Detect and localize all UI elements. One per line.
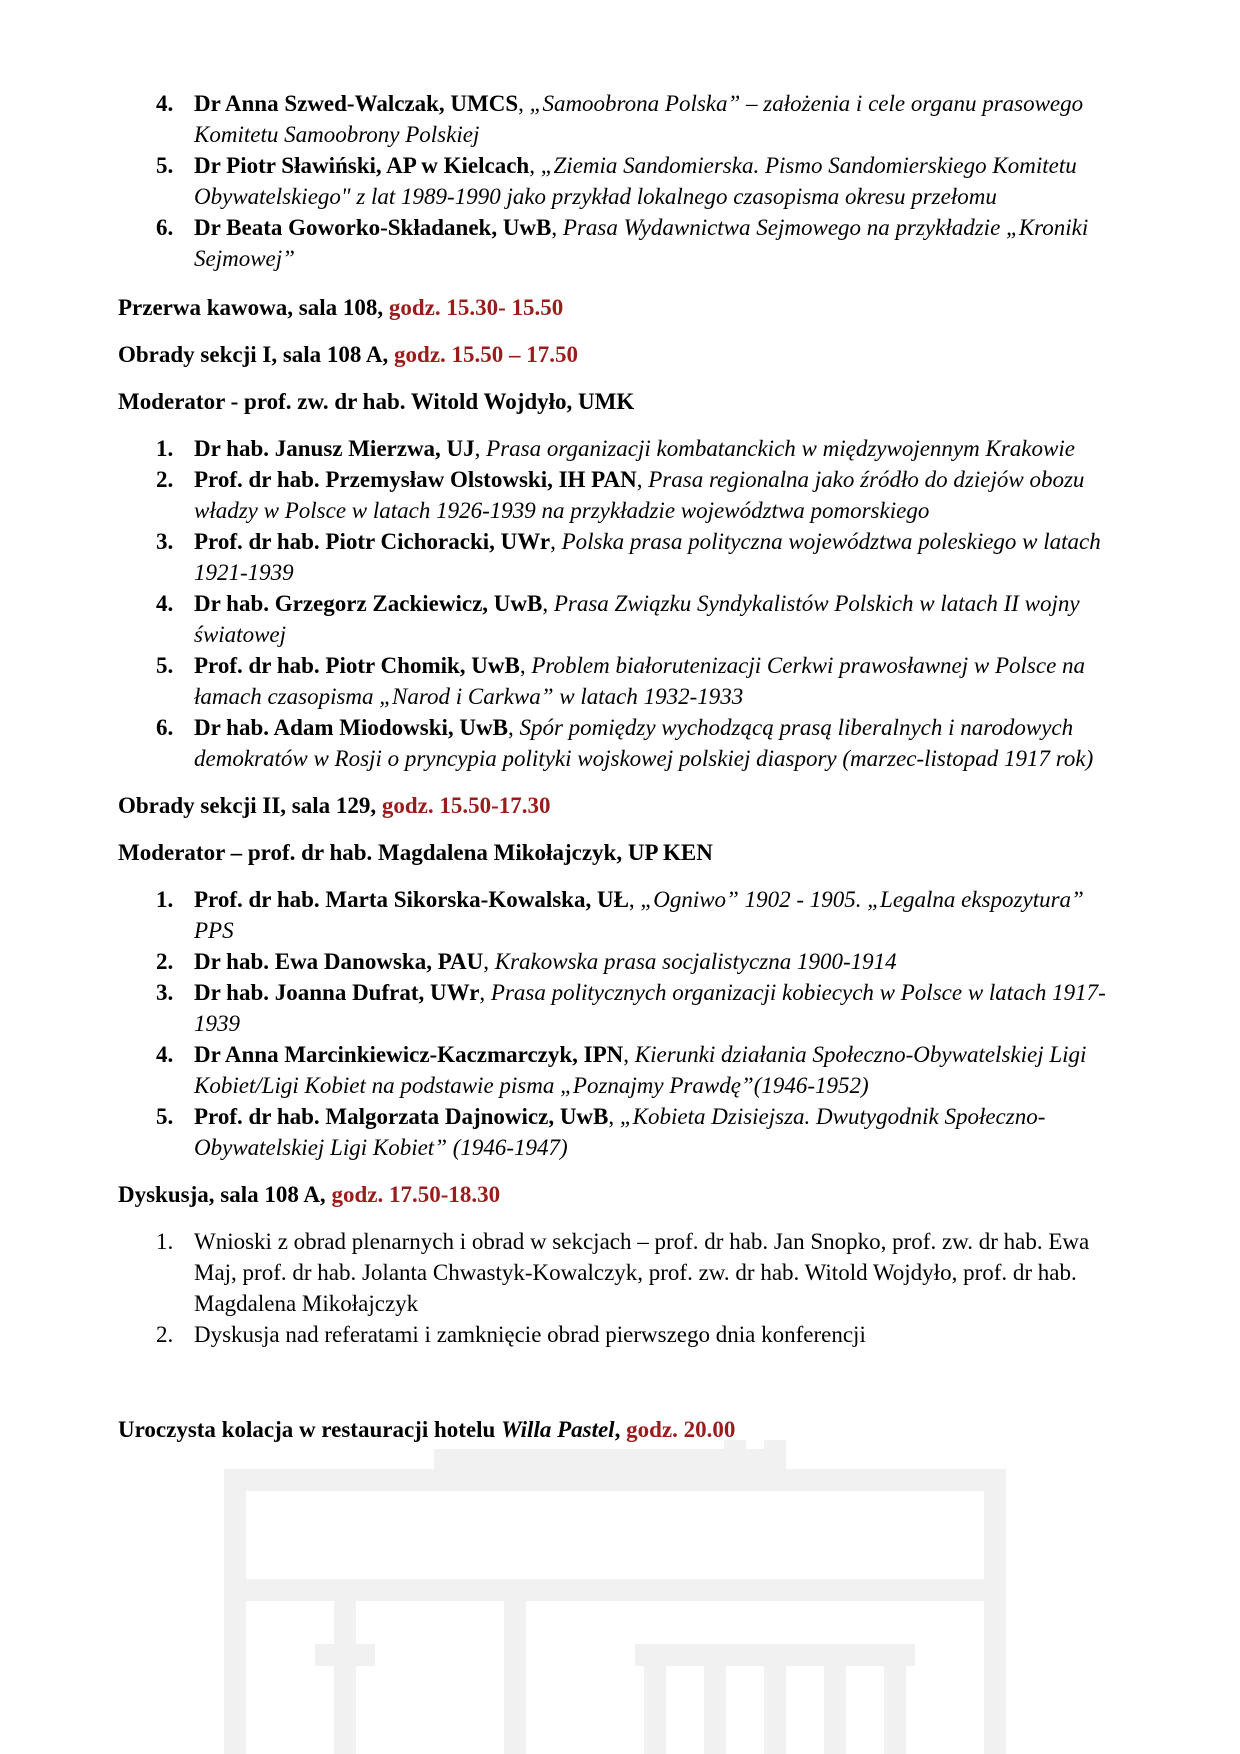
- item-author: Dr hab. Grzegorz Zackiewicz, UwB: [194, 591, 543, 616]
- section2-heading: [118, 790, 1123, 821]
- item-number: 5.: [156, 1104, 174, 1129]
- item-separator: ,: [628, 887, 641, 912]
- item-separator: ,: [608, 1104, 620, 1129]
- item-author: Prof. dr hab. Przemysław Olstowski, IH PAN: [194, 467, 637, 492]
- item-number: 1.: [156, 887, 174, 912]
- section2-time: godz. 15.50-17.30: [381, 793, 551, 818]
- dinner-prefix: Uroczysta kolacja w restauracji hotelu: [118, 1417, 502, 1442]
- item-separator: ,: [542, 591, 554, 616]
- item-title: Prasa Wydawnictwa Sejmowego na przykładzie „Kroniki Sejmowej”: [194, 215, 1089, 271]
- list-item: [118, 946, 1123, 977]
- item-number: 3.: [156, 980, 174, 1005]
- item-title: Prasa organizacji kombatanckich w międzywojennym Krakowie: [486, 436, 1075, 461]
- item-separator: ,: [518, 91, 530, 116]
- discussion-list: [118, 1226, 1123, 1350]
- list-item: [118, 588, 1123, 650]
- item-title: Problem białorutenizacji Cerkwi prawosławnej w Polsce na łamach czasopisma „Narod i Carkwa” w latach 1932-1933: [194, 653, 1086, 709]
- item-separator: ,: [550, 529, 562, 554]
- item-separator: ,: [519, 653, 532, 678]
- dinner-venue: Willa Pastel: [501, 1417, 615, 1442]
- item-separator: ,: [507, 715, 520, 740]
- item-title: „Samoobrona Polska” – założenia i cele organu prasowego Komitetu Samoobrony Polskiej: [194, 91, 1084, 147]
- discussion-time: godz. 17.50-18.30: [331, 1182, 501, 1207]
- item-title: „Kobieta Dzisiejsza. Dwutygodnik Społeczno-Obywatelskiej Ligi Kobiet” (1946-1947): [194, 1104, 1046, 1160]
- list-item: [118, 977, 1123, 1039]
- item-number: 5.: [156, 653, 174, 678]
- building-watermark-icon: [215, 1440, 1015, 1754]
- item-title: Prasa Związku Syndykalistów Polskich w latach II wojny światowej: [194, 591, 1080, 647]
- dinner-time: godz. 20.00: [626, 1417, 736, 1442]
- list-item: [118, 650, 1123, 712]
- item-text: Dyskusja nad referatami i zamknięcie obrad pierwszego dnia konferencji: [194, 1322, 866, 1347]
- item-author: Prof. dr hab. Marta Sikorska-Kowalska, UŁ: [194, 887, 629, 912]
- list-item: [118, 150, 1123, 212]
- break-label: Przerwa kawowa, sala 108,: [118, 295, 389, 320]
- list-item: [118, 712, 1123, 774]
- section1-moderator: Moderator - prof. zw. dr hab. Witold Wojdyło, UMK: [118, 389, 635, 414]
- item-author: Prof. dr hab. Malgorzata Dajnowicz, UwB: [194, 1104, 609, 1129]
- list-item: [118, 1039, 1123, 1101]
- document-page: [118, 88, 1123, 1445]
- item-text: Wnioski z obrad plenarnych i obrad w sekcjach – prof. dr hab. Jan Snopko, prof. zw. dr hab. Ewa Maj, prof. dr hab. Jolanta Chwastyk-Kowalczyk, prof. zw. dr hab. Witold Wojdyło, prof. dr hab. Magdalena Mikołajczyk: [194, 1229, 1090, 1316]
- item-author: Dr hab. Adam Miodowski, UwB: [194, 715, 508, 740]
- break-heading: [118, 292, 1123, 323]
- item-author: Dr hab. Janusz Mierzwa, UJ: [194, 436, 475, 461]
- section2-list: [118, 884, 1123, 1163]
- item-separator: ,: [483, 949, 495, 974]
- item-author: Dr hab. Joanna Dufrat, UWr: [194, 980, 480, 1005]
- item-number: 4.: [156, 1042, 174, 1067]
- item-number: 2.: [156, 467, 174, 492]
- list-item: [118, 1101, 1123, 1163]
- item-number: 6.: [156, 715, 174, 740]
- list-item: [118, 1319, 1123, 1350]
- break-time: godz. 15.30- 15.50: [388, 295, 564, 320]
- item-author: Dr Anna Marcinkiewicz-Kaczmarczyk, IPN: [194, 1042, 624, 1067]
- item-title: Prasa politycznych organizacji kobiecych w Polsce w latach 1917-1939: [194, 980, 1106, 1036]
- item-title: Krakowska prasa socjalistyczna 1900-1914: [494, 949, 897, 974]
- item-number: 4.: [156, 591, 174, 616]
- section1-time: godz. 15.50 – 17.50: [394, 342, 579, 367]
- item-author: Dr Anna Szwed-Walczak, UMCS: [194, 91, 519, 116]
- section2-label: Obrady sekcji II, sala 129,: [118, 793, 382, 818]
- item-number: 3.: [156, 529, 174, 554]
- list-item: [118, 884, 1123, 946]
- item-separator: ,: [636, 467, 649, 492]
- item-separator: ,: [551, 215, 563, 240]
- list-item: [118, 88, 1123, 150]
- discussion-label: Dyskusja, sala 108 A,: [118, 1182, 332, 1207]
- dinner-separator: ,: [614, 1417, 627, 1442]
- item-number: 1.: [156, 436, 174, 461]
- item-separator: ,: [529, 153, 541, 178]
- list-item: [118, 464, 1123, 526]
- section1-label: Obrady sekcji I, sala 108 A,: [118, 342, 395, 367]
- block0-list: [118, 88, 1123, 274]
- item-author: Dr hab. Ewa Danowska, PAU: [194, 949, 484, 974]
- item-author: Dr Beata Goworko-Składanek, UwB: [194, 215, 552, 240]
- item-number: 1.: [156, 1229, 174, 1254]
- list-item: [118, 1226, 1123, 1319]
- item-author: Prof. dr hab. Piotr Cichoracki, UWr: [194, 529, 551, 554]
- list-item: [118, 526, 1123, 588]
- item-number: 6.: [156, 215, 174, 240]
- item-number: 5.: [156, 153, 174, 178]
- discussion-heading: [118, 1179, 1123, 1210]
- item-author: Prof. dr hab. Piotr Chomik, UwB: [194, 653, 520, 678]
- item-separator: ,: [479, 980, 491, 1005]
- item-number: 4.: [156, 91, 174, 116]
- item-title: „Ogniwo” 1902 - 1905. „Legalna ekspozytura” PPS: [194, 887, 1084, 943]
- item-author: Dr Piotr Sławiński, AP w Kielcach: [194, 153, 530, 178]
- item-title: Kierunki działania Społeczno-Obywatelskiej Ligi Kobiet/Ligi Kobiet na podstawie pisma „Poznajmy Prawdę”(1946-1952): [194, 1042, 1087, 1098]
- item-title: „Ziemia Sandomierska. Pismo Sandomierskiego Komitetu Obywatelskiego" z lat 1989-1990 jako przykład lokalnego czasopisma okresu przełomu: [194, 153, 1077, 209]
- list-item: [118, 212, 1123, 274]
- section1-list: [118, 433, 1123, 774]
- item-separator: ,: [623, 1042, 635, 1067]
- list-item: [118, 433, 1123, 464]
- dinner-line: [118, 1414, 1123, 1445]
- section1-heading: [118, 339, 1123, 370]
- item-title: Polska prasa polityczna województwa poleskiego w latach 1921-1939: [194, 529, 1101, 585]
- item-number: 2.: [156, 949, 174, 974]
- item-title: Prasa regionalna jako źródło do dziejów obozu władzy w Polsce w latach 1926-1939 na przykładzie województwa pomorskiego: [194, 467, 1085, 523]
- item-number: 2.: [156, 1322, 174, 1347]
- item-title: Spór pomiędzy wychodzącą prasą liberalnych i narodowych demokratów w Rosji o pryncypia polityki wojskowej polskiej diaspory (marzec-listopad 1917 rok): [194, 715, 1094, 771]
- item-separator: ,: [474, 436, 487, 461]
- section2-moderator: Moderator – prof. dr hab. Magdalena Mikołajczyk, UP KEN: [118, 840, 713, 865]
